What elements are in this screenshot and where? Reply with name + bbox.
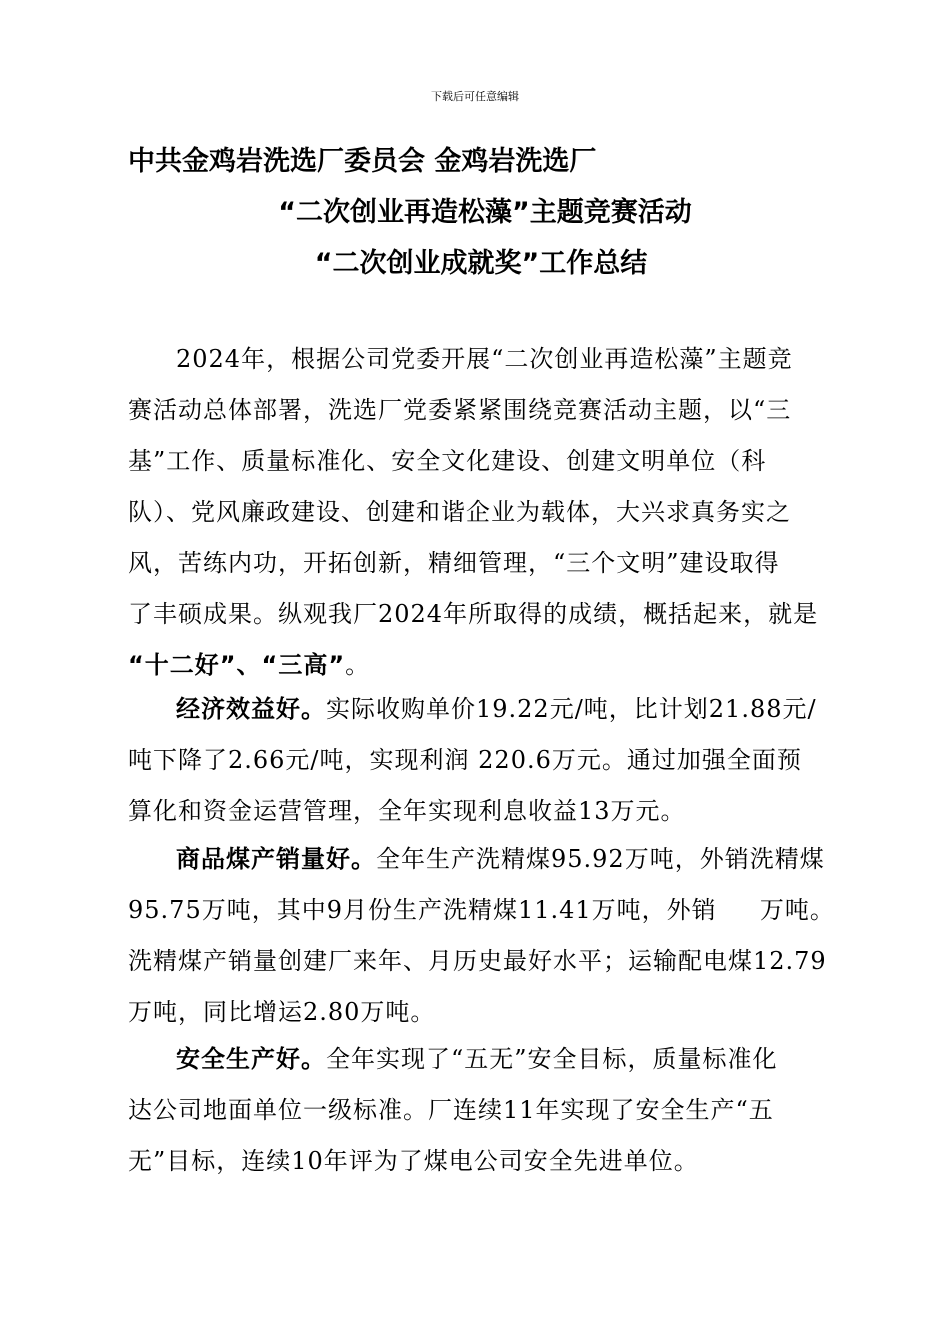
- paragraph-sales: [128, 834, 840, 1038]
- paragraph-line: 吨下降了2.66元/吨，实现利润 220.6万元。通过加强全面预: [128, 746, 802, 774]
- paragraph-text: 全年实现了“五无”安全目标，质量标准化: [326, 1045, 778, 1073]
- paragraph-text: 全年生产洗精煤95.92万吨，外销洗精煤: [376, 845, 825, 873]
- title-line-2: “二次创业再造松藻”主题竞赛活动: [278, 197, 692, 228]
- paragraph-text: 实际收购单价19.22元/吨，比计划21.88元/: [326, 695, 817, 723]
- paragraph-line: 洗精煤产销量创建厂来年、月历史最好水平；运输配电煤12.79: [128, 947, 827, 975]
- paragraph-line: 万吨，同比增运2.80万吨。: [128, 998, 436, 1026]
- paragraph-line: 无”目标，连续10年评为了煤电公司安全先进单位。: [128, 1147, 699, 1175]
- paragraph-line: 2024年，根据公司党委开展“二次创业再造松藻”主题竞: [176, 345, 793, 373]
- paragraph-line: 95.75万吨，其中9月份生产洗精煤11.41万吨，外销 万吨。: [128, 896, 835, 924]
- paragraph-line: 基”工作、质量标准化、安全文化建设、创建文明单位（科: [128, 447, 767, 475]
- paragraph-line: 赛活动总体部署，洗选厂党委紧紧围绕竞赛活动主题，以“三: [128, 396, 792, 424]
- paragraph-line: 达公司地面单位一级标准。厂连续11年实现了安全生产“五: [128, 1096, 774, 1124]
- paragraph-safety: [128, 1034, 840, 1187]
- paragraph-line: 队）、党风廉政建设、创建和谐企业为载体，大兴求真务实之: [128, 498, 791, 526]
- sentence-end: 。: [345, 651, 371, 679]
- header-note: 下载后可任意编辑: [431, 90, 519, 103]
- paragraph-line: 算化和资金运营管理，全年实现利息收益13万元。: [128, 797, 686, 825]
- paragraph-line: [128, 684, 840, 735]
- title-line-1: 中共金鸡岩洗选厂委员会 金鸡岩洗选厂: [128, 146, 597, 177]
- paragraph-lead: 经济效益好。: [176, 695, 326, 723]
- paragraph-line: 了丰硕成果。纵观我厂2024年所取得的成绩，概括起来，就是: [128, 600, 819, 628]
- paragraph-line: [128, 1034, 840, 1085]
- emphasis-text: “十二好”、“三高”: [128, 651, 346, 679]
- paragraph-intro: [128, 334, 840, 691]
- paragraph-line: [128, 834, 840, 885]
- paragraph-lead: 商品煤产销量好。: [176, 845, 376, 873]
- title-line-3: “二次创业成就奖”工作总结: [314, 248, 648, 279]
- paragraph-line: 风，苦练内功，开拓创新，精细管理，“三个文明”建设取得: [128, 549, 780, 577]
- paragraph-economic: [128, 684, 840, 837]
- paragraph-lead: 安全生产好。: [176, 1045, 326, 1073]
